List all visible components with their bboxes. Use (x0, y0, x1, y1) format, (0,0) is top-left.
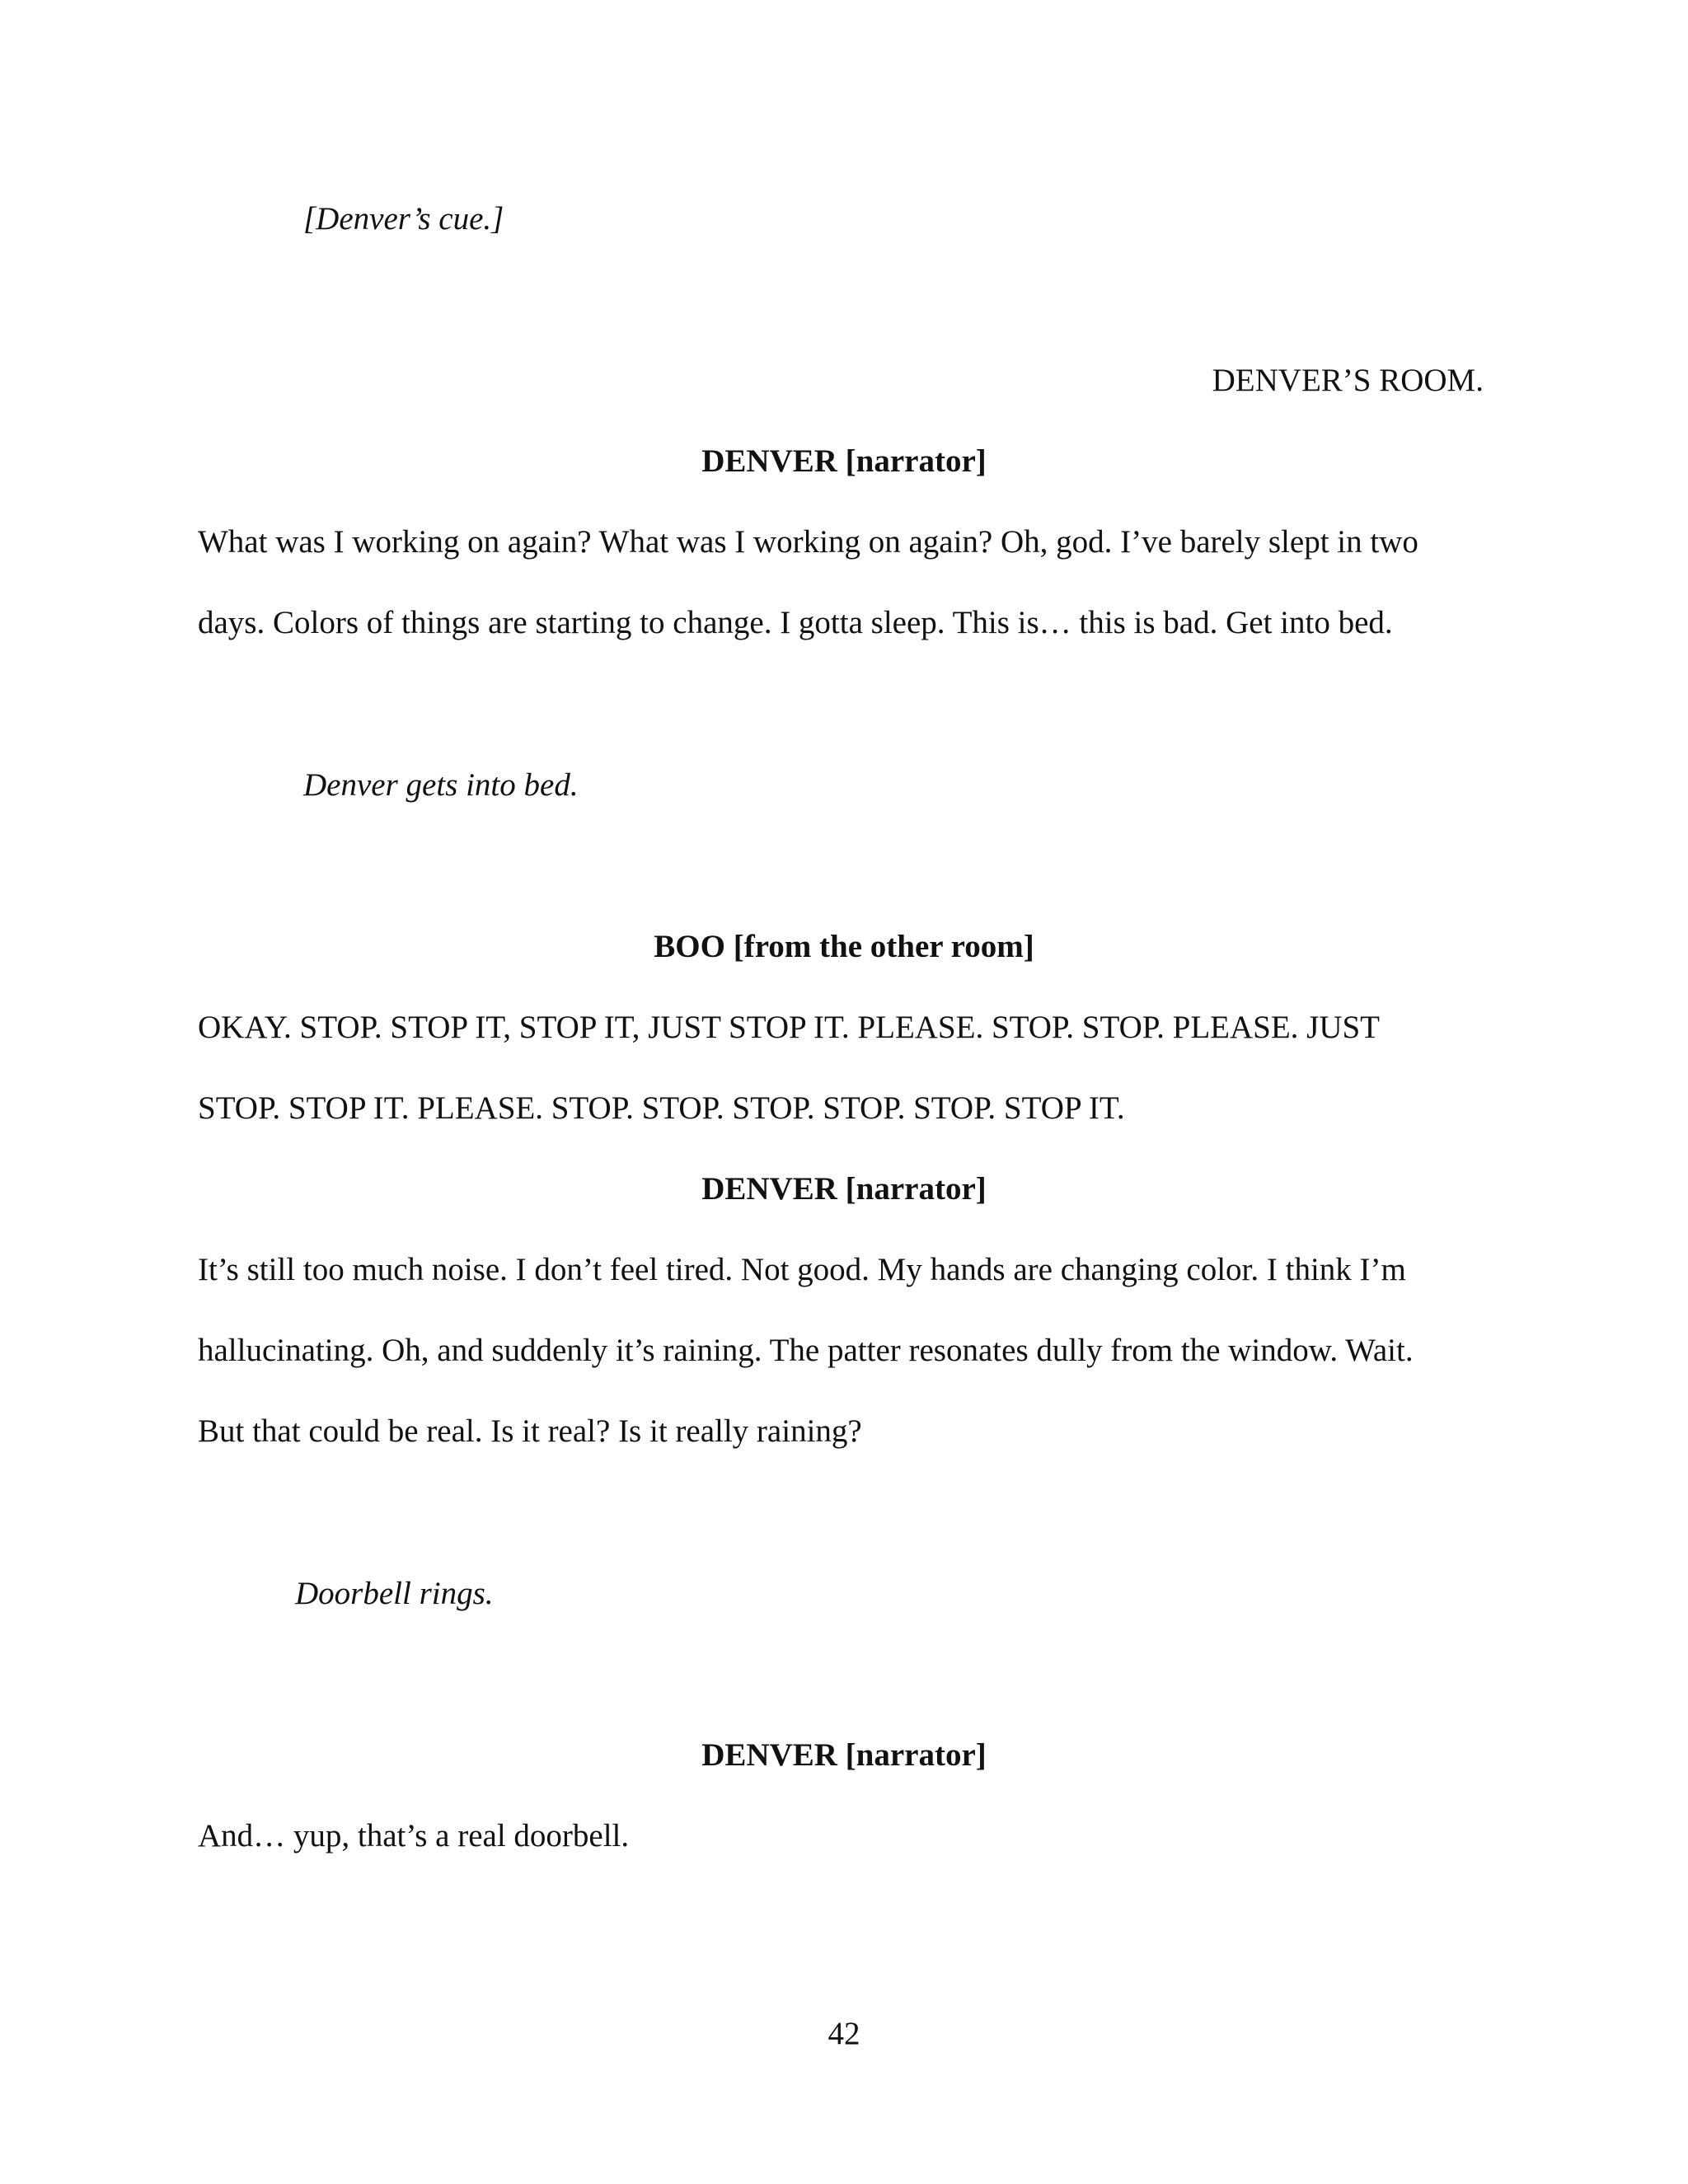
dialogue-line: And… yup, that’s a real doorbell. (198, 1818, 630, 1854)
dialogue-line: STOP. STOP IT. PLEASE. STOP. STOP. STOP. STOP. STOP. STOP IT. (198, 1090, 1125, 1126)
dialogue-line: But that could be real. Is it real? Is it really raining? (198, 1413, 862, 1449)
dialogue-line: It’s still too much noise. I don’t feel tired. Not good. My hands are changing color. I think I’m (198, 1252, 1406, 1287)
stage-direction-cue: [Denver’s cue.] (303, 201, 504, 237)
speaker-denver-2: DENVER [narrator] (701, 1171, 987, 1207)
dialogue-line: hallucinating. Oh, and suddenly it’s raining. The patter resonates dully from the window. Wait. (198, 1333, 1414, 1368)
dialogue-line: OKAY. STOP. STOP IT, STOP IT, JUST STOP IT. PLEASE. STOP. STOP. PLEASE. JUST (198, 1010, 1380, 1045)
speaker-denver-3: DENVER [narrator] (701, 1737, 987, 1773)
page-number: 42 (828, 2016, 860, 2051)
dialogue-line: days. Colors of things are starting to change. I gotta sleep. This is… this is bad. Get into bed. (198, 605, 1393, 640)
scene-heading: DENVER’S ROOM. (1212, 363, 1484, 398)
stage-direction-bed: Denver gets into bed. (303, 767, 579, 803)
stage-direction-doorbell: Doorbell rings. (295, 1576, 494, 1611)
speaker-boo: BOO [from the other room] (654, 929, 1034, 964)
dialogue-line: What was I working on again? What was I working on again? Oh, god. I’ve barely slept in two (198, 524, 1418, 560)
speaker-denver-1: DENVER [narrator] (701, 443, 987, 479)
